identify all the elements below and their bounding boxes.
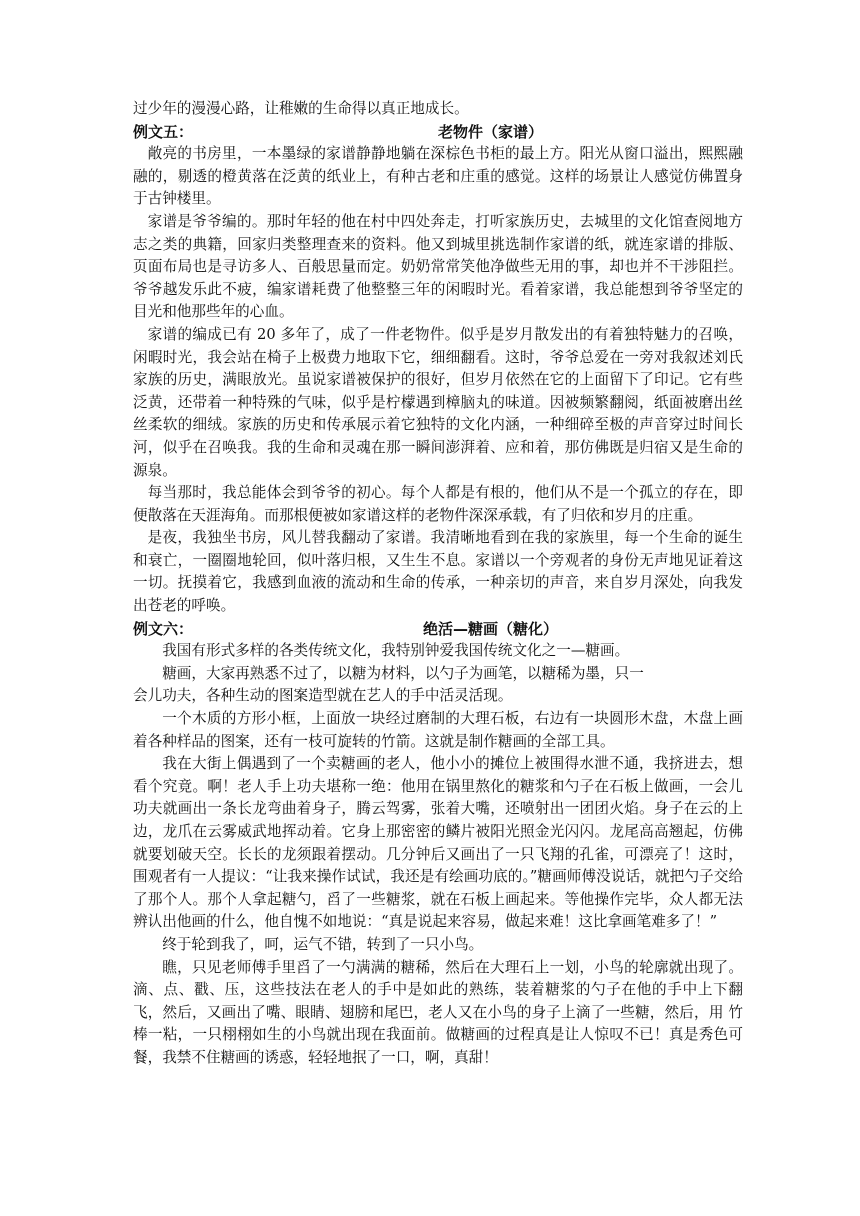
example6-label: 例文六： — [133, 619, 194, 638]
example5-paragraph: 家谱的编成已有 20 多年了，成了一件老物件。似乎是岁月散发出的有着独特魅力的召唤，闲暇时光，我会站在椅子上极费力地取下它，细细翻看。这时，爷爷总爱在一旁对我叙述刘氏家族的历史，满眼放光。虽说家谱被保护的很好，但岁月依然在它的上面留下了印记。它有些泛黄，还带着一种特殊的气味，似乎是柠檬遇到樟脑丸的味道。因被频繁翻阅，纸面被磨出丝丝柔软的细绒。家族的历史和传承展示着它独特的文化内涵，一种细碎至极的声音穿过时间长河，似乎在召唤我。我的生命和灵魂在那一瞬间澎湃着、应和着，那仿佛既是归宿又是生命的源泉。 — [133, 325, 743, 479]
example5-paragraph: 家谱是爷爷编的。那时年轻的他在村中四处奔走，打听家族历史，去城里的文化馆查阅地方志之类的典籍，回家归类整理查来的资料。他又到城里挑选制作家谱的纸，就连家谱的排版、页面布局也是寻访多人、百般思量而定。奶奶常常笑他净做些无用的事，却也并不干涉阻拦。爷爷越发乐此不疲，编家谱耗费了他整整三年的闲暇时光。看着家谱，我总能想到爷爷坚定的目光和他那些年的心血。 — [133, 212, 743, 321]
example5-paragraph: 每当那时，我总能体会到爷爷的初心。每个人都是有根的，他们从不是一个孤立的存在，即便散落在天涯海角。而那根便被如家谱这样的老物件深深承载，有了归依和岁月的庄重。 — [133, 484, 743, 524]
example6-paragraph: 会儿功夫，各种生动的图案造型就在艺人的手中活灵活现。 — [133, 687, 513, 705]
example6-paragraph: 终于轮到我了，呵，运气不错，转到了一只小鸟。 — [162, 935, 484, 953]
example6-paragraph: 我在大街上偶遇到了一个卖糖画的老人，他小小的摊位上被围得水泄不通，我挤进去，想看个究竟。啊！老人手上功夫堪称一绝：他用在锅里熬化的糖浆和勺子在石板上做画，一会儿功夫就画出一条长龙弯曲着身子，腾云驾雾，张着大嘴，还喷射出一团团火焰。身子在云的上边，龙爪在云雾威武地挥动着。它身上那密密的鳞片被阳光照金光闪闪。龙尾高高翘起，仿佛就要划破天空。长长的龙须跟着摆动。几分钟后又画出了一只飞翔的孔雀，可漂亮了！这时，围观者有一人提议：“让我来操作试试，我还是有绘画功底的。”糖画师傅没说话，就把勺子交给了那个人。那个人拿起糖勺，舀了一些糖浆，就在石板上画起来。等他操作完毕，众人都无法辨认出他画的什么，他自愧不如地说：“真是说起来容易，做起来难！这比拿画笔难多了！” — [133, 755, 743, 931]
example6-paragraph: 糖画，大家再熟悉不过了，以糖为材料，以勺子为画笔，以糖稀为墨，只一 — [162, 664, 644, 682]
example5-paragraph: 敞亮的书房里，一本墨绿的家谱静静地躺在深棕色书柜的最上方。阳光从窗口溢出，熙熙融融的，剔透的橙黄落在泛黄的纸业上，有种古老和庄重的感觉。这样的场景让人感觉仿佛置身于古钟楼里。 — [133, 145, 743, 208]
example5-label: 例文五： — [133, 122, 194, 141]
document-page — [133, 98, 743, 1070]
example5-paragraph: 是夜，我独坐书房，风儿替我翻动了家谱。我清晰地看到在我的家族里，每一个生命的诞生和衰亡，一圈圈地轮回，似叶落归根，又生生不息。家谱以一个旁观者的身份无声地见证着这一切。抚摸着它，我感到血液的流动和生命的传承，一种亲切的声音，来自岁月深处，向我发出苍老的呼唤。 — [133, 529, 743, 615]
example6-paragraph: 瞧，只见老师傅手里舀了一勺满满的糖稀，然后在大理石上一划，小鸟的轮廓就出现了。滴、点、戳、压，这些技法在老人的手中是如此的熟练，装着糖浆的勺子在他的手中上下翻飞，然后，又画出了嘴、眼睛、翅膀和尾巴，老人又在小鸟的身子上滴了一些糖，然后，用 竹棒一粘，一只栩栩如生的小鸟就出现在我面前。做糖画的过程真是让人惊叹不已！真是秀色可餐，我禁不住糖画的诱惑，轻轻地抿了一口，啊，真甜！ — [133, 958, 743, 1066]
example6-heading — [133, 618, 743, 641]
example5-title: 老物件（家谱） — [437, 122, 543, 141]
intro-line: 过少年的漫漫心路，让稚嫩的生命得以真正地成长。 — [133, 100, 469, 117]
example6-title: 绝活—糖画（糖化） — [422, 619, 558, 638]
example6-paragraph: 一个木质的方形小框，上面放一块经过磨制的大理石板，右边有一块圆形木盘，木盘上画着各种样品的图案，还有一枝可旋转的竹箭。这就是制作糖画的全部工具。 — [133, 710, 743, 750]
example5-heading — [133, 121, 743, 144]
example6-paragraph: 我国有形式多样的各类传统文化，我特别钟爱我国传统文化之一—糖画。 — [162, 642, 630, 660]
